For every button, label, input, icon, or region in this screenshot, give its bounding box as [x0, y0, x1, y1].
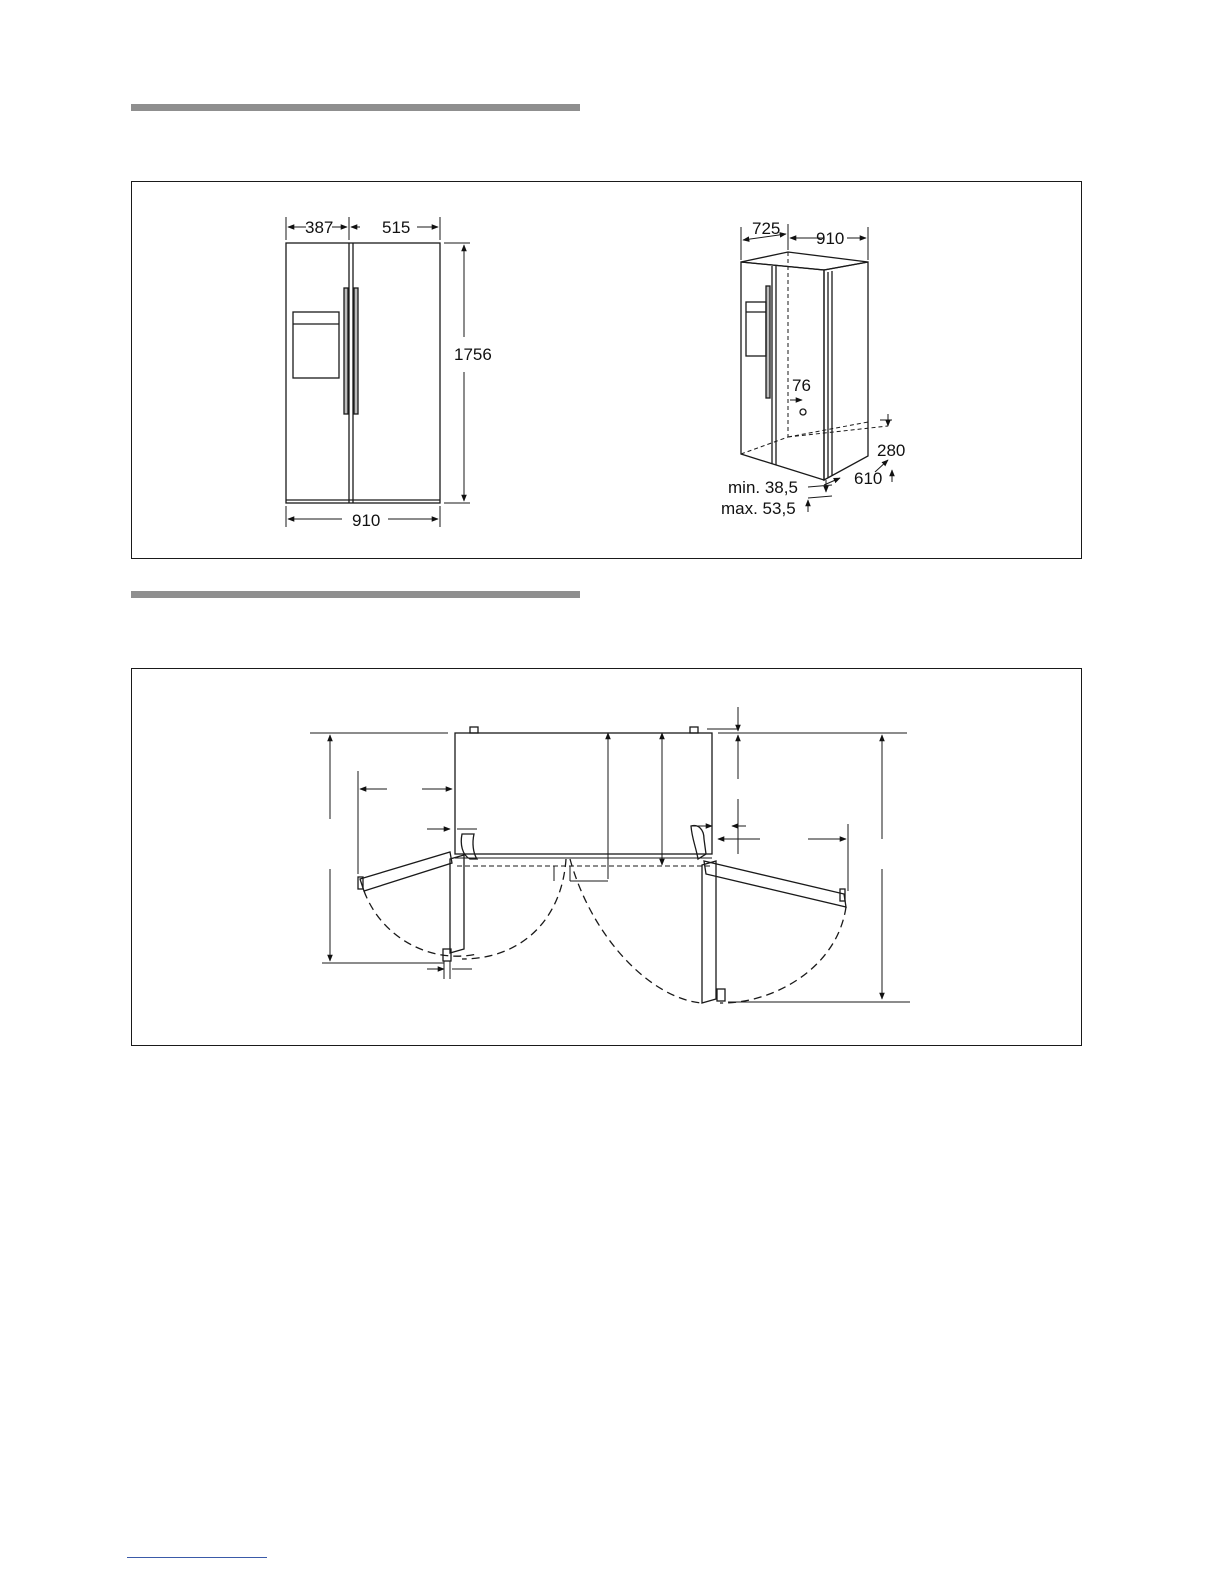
dim-water-height: 280	[877, 441, 906, 460]
fridge-front-face	[741, 262, 824, 480]
dim-depth: 725	[752, 219, 781, 238]
dimensions-diagram	[132, 182, 1083, 560]
cabinet-top-view	[455, 733, 712, 854]
right-handle	[354, 288, 358, 414]
dispenser	[293, 312, 339, 378]
left-handle	[344, 288, 348, 414]
right-door	[570, 826, 846, 1003]
fridge-side-face	[824, 262, 868, 480]
door-clearance-diagram	[132, 669, 1083, 1047]
section-bar-dimensions	[131, 104, 580, 111]
dim-max-foot: max. 53,5	[721, 499, 796, 518]
water-connection	[800, 409, 806, 415]
perspective-dispenser	[746, 302, 766, 356]
fridge-top-face	[741, 252, 868, 270]
dim-water-offset: 76	[792, 376, 811, 395]
left-door	[358, 834, 566, 961]
dim-total-width: 910	[352, 511, 381, 530]
dim-width-left: 387	[305, 218, 334, 237]
dim-side-depth: 610	[854, 469, 883, 488]
dim-min-foot: min. 38,5	[728, 478, 798, 497]
footer-rule	[127, 1557, 267, 1558]
dim-height: 1756	[454, 345, 492, 364]
dim-width-right: 515	[382, 218, 411, 237]
section-bar-door-clearance	[131, 591, 580, 598]
dimensions-panel	[131, 181, 1082, 559]
dim-perspective-width: 910	[816, 229, 845, 248]
front-view	[286, 217, 470, 527]
door-clearance-panel	[131, 668, 1082, 1046]
fridge-body	[286, 243, 440, 503]
